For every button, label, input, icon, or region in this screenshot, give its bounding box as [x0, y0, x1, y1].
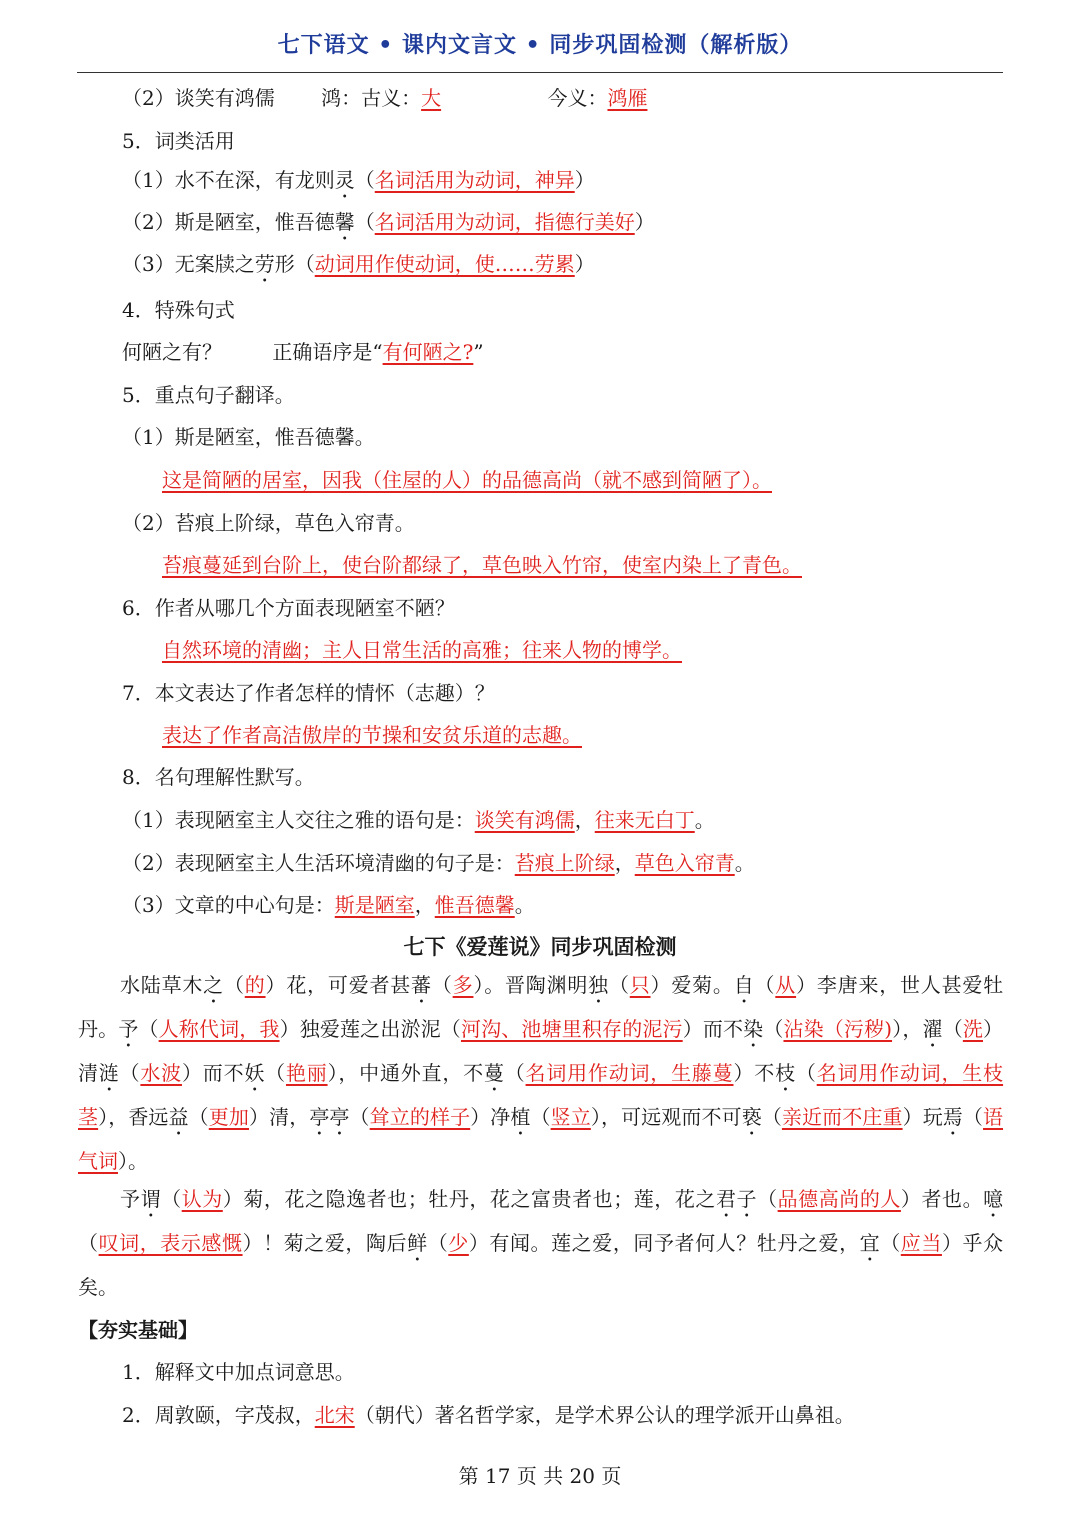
- q4-sentence: 何陋之有？: [122, 340, 222, 364]
- q5a-item-3-post: 形: [274, 252, 295, 276]
- basics-q2-text: 2．周敦颐，字茂叔，: [122, 1403, 315, 1427]
- dotted-word: 独: [588, 973, 609, 997]
- passage-text: ）菊，花之隐逸者也；牡丹，花之富贵者也；莲，花之: [222, 1187, 716, 1211]
- passage-text: （: [161, 1187, 182, 1211]
- q5a-item-2: [122, 207, 655, 245]
- q-hong-prefix: （2）谈笑有鸿儒: [122, 86, 275, 110]
- close-paren: ）: [634, 210, 655, 234]
- q8-item-1: （1）表现陋室主人交往之雅的语句是：谈笑有鸿儒，往来无白丁。: [122, 808, 715, 832]
- open-paren: （: [354, 210, 375, 234]
- passage-text: ）者也。: [900, 1187, 984, 1211]
- q8-item-2-answer-1: 苔痕上阶绿: [514, 851, 615, 875]
- dotted-word: 之: [203, 973, 224, 997]
- passage-annotation: 水波: [140, 1061, 182, 1085]
- q5a-item-3-dotted: 劳: [254, 252, 275, 276]
- passage-annotation: 从: [775, 973, 797, 997]
- q8-item-1-answer-1: 谈笑有鸿儒: [474, 808, 575, 832]
- q-hong-char: 鸿：古义：: [321, 86, 422, 110]
- dotted-word: 予: [118, 1017, 139, 1041]
- passage-text: （: [265, 1061, 286, 1085]
- dotted-word: 宜: [859, 1231, 881, 1255]
- dotted-word: 焉: [942, 1105, 963, 1129]
- passage-text: （: [119, 1061, 141, 1085]
- q5a-item-3-text: （3）无案牍之: [122, 252, 255, 276]
- passage-text: ）不: [733, 1061, 776, 1085]
- passage-text: 水陆草木: [120, 973, 204, 997]
- q-hong-ancient: 大: [421, 86, 442, 110]
- passage-text: ）而不: [181, 1061, 245, 1085]
- passage-text: ）有闻。莲之爱，同予者何人？牡丹之爱，: [468, 1231, 860, 1255]
- q5a-item-2-answer: 名词活用为动词，指德行美好: [374, 210, 635, 234]
- open-paren: （: [294, 252, 315, 276]
- passage-text: （: [942, 1017, 963, 1041]
- q4-answer: 有何陋之?: [382, 340, 474, 364]
- dotted-word: 蕃: [411, 973, 432, 997]
- section-title: 七下《爱莲说》同步巩固检测: [403, 934, 677, 959]
- passage-paragraph-2: [78, 1178, 1003, 1309]
- passage-annotation: 洗: [962, 1017, 983, 1041]
- header-divider: [77, 72, 1003, 73]
- q5a-item-3-answer: 动词用作使动词，使……劳累: [314, 252, 575, 276]
- passage-text: （: [763, 1017, 784, 1041]
- passage-annotation: 人称代词，我: [158, 1017, 280, 1041]
- q4-label: 正确语序是“: [272, 340, 383, 364]
- passage-text: ）清，: [248, 1105, 310, 1129]
- passage-text: （: [188, 1105, 209, 1129]
- passage-annotation: 更加: [208, 1105, 249, 1129]
- passage-text: （: [504, 1061, 526, 1085]
- passage-annotation: 耸立的样子: [369, 1105, 471, 1129]
- q5a-item-2-text: （2）斯是陋室，惟吾德: [122, 210, 335, 234]
- basics-q2: [122, 1400, 855, 1430]
- passage-annotation: 亲近而不庄重: [781, 1105, 903, 1129]
- passage-text: （: [427, 1231, 449, 1255]
- passage-annotation: 语气词: [78, 1105, 1004, 1173]
- passage-text: （: [431, 973, 453, 997]
- passage-annotation: 艳丽: [285, 1061, 328, 1085]
- passage-annotation: 名词用作动词，生枝茎: [78, 1061, 1004, 1129]
- q8-item-3-answer-2: 惟吾德馨: [434, 893, 515, 917]
- passage-text: （: [880, 1231, 901, 1255]
- q6-question: 6．作者从哪几个方面表现陋室不陋？: [122, 596, 455, 620]
- basics-q2-post: （朝代）著名哲学家，是学术界公认的理学派开山鼻祖。: [354, 1403, 855, 1427]
- q8-item-3-answer-1: 斯是陋室: [334, 893, 415, 917]
- q5b-item-1-question: （1）斯是陋室，惟吾德馨。: [122, 425, 375, 449]
- passage-text: ）独爱莲之出淤泥（: [279, 1017, 461, 1041]
- q5a-item-1-text: （1）水不在深，有龙则: [122, 168, 335, 192]
- q4-line: [122, 337, 484, 367]
- passage-text: （: [78, 1231, 99, 1255]
- q5a-title: 5．词类活用: [122, 129, 235, 153]
- q5b-item-2-answer: 苔痕蔓延到台阶上，使台阶都绿了，草色映入竹帘，使室内染上了青色。: [162, 553, 802, 577]
- passage-text: ）花，可爱者甚: [265, 973, 412, 997]
- q6-answer: 自然环境的清幽；主人日常生活的高雅；往来人物的博学。: [162, 638, 682, 662]
- dotted-word: 噫: [983, 1187, 1004, 1211]
- q5b-title: 5．重点句子翻译。: [122, 383, 295, 407]
- passage-text: （: [757, 1187, 778, 1211]
- passage-text: （: [223, 973, 245, 997]
- passage-annotation: 叹词，表示感慨: [98, 1231, 243, 1255]
- q5b-item-2-question: （2）苔痕上阶绿，草色入帘青。: [122, 511, 415, 535]
- passage-annotation: 应当: [900, 1231, 942, 1255]
- passage-text: ）！菊之爱，陶后: [242, 1231, 408, 1255]
- basics-q1: 1．解释文中加点词意思。: [122, 1360, 355, 1384]
- passage-annotation: 只: [629, 973, 651, 997]
- dotted-word: 染: [743, 1017, 764, 1041]
- q5a-item-3: [122, 249, 595, 287]
- passage-annotation: 名词用作动词，生藤蔓: [525, 1061, 734, 1085]
- dotted-word: 亵: [741, 1105, 762, 1129]
- q8-item-3: （3）文章的中心句是：斯是陋室，惟吾德馨。: [122, 893, 535, 917]
- q-hong-modern: 鸿雁: [607, 86, 648, 110]
- passage-text: ）。: [118, 1149, 148, 1173]
- q5a-item-1: [122, 165, 595, 203]
- q7-answer: 表达了作者高洁傲岸的节操和安贫乐道的志趣。: [162, 723, 582, 747]
- q5a-item-1-answer: 名词活用为动词，神异: [374, 168, 575, 192]
- q4-close: ”: [473, 340, 484, 364]
- close-paren: ）: [574, 168, 595, 192]
- passage-text: ）清: [78, 1017, 1003, 1085]
- passage-text: （: [761, 1105, 782, 1129]
- basics-q2-answer: 北宋: [314, 1403, 355, 1427]
- passage-annotation: 沾染（污秽): [783, 1017, 893, 1041]
- passage-text: （: [530, 1105, 551, 1129]
- passage-annotation: 认为: [181, 1187, 223, 1211]
- q5a-item-1-dotted: 灵: [334, 168, 355, 192]
- close-paren: ）: [574, 252, 595, 276]
- passage-text: （: [608, 973, 630, 997]
- dotted-word: 君子: [715, 1187, 758, 1211]
- passage-text: ），香远: [98, 1105, 169, 1129]
- passage-text: ）爱菊。: [650, 973, 734, 997]
- dotted-word: 濯: [922, 1017, 943, 1041]
- dotted-word: 枝: [775, 1061, 796, 1085]
- passage-text: （: [138, 1017, 159, 1041]
- passage-text: ）净: [470, 1105, 511, 1129]
- q8-item-2: （2）表现陋室主人生活环境清幽的句子是：苔痕上阶绿，草色入帘青。: [122, 851, 755, 875]
- q8-item-1-question: （1）表现陋室主人交往之雅的语句是：: [122, 808, 475, 832]
- q8-item-1-answer-2: 往来无白丁: [594, 808, 695, 832]
- q8-item-2-answer-2: 草色入帘青: [634, 851, 735, 875]
- passage-annotation: 品德高尚的人: [777, 1187, 901, 1211]
- passage-paragraph-1: [78, 964, 1003, 1183]
- passage-annotation: 竖立: [550, 1105, 591, 1129]
- passage-text: ）。晋陶渊明: [473, 973, 589, 997]
- dotted-word: 谓: [140, 1187, 162, 1211]
- dotted-word: 涟: [98, 1061, 120, 1085]
- dotted-word: 鲜: [407, 1231, 428, 1255]
- dotted-word: 益: [168, 1105, 189, 1129]
- passage-annotation: 少: [448, 1231, 469, 1255]
- passage-text: （: [754, 973, 776, 997]
- passage-text: ）乎众矣。: [78, 1231, 1004, 1299]
- q-hong-modern-label: 今义：: [547, 86, 608, 110]
- dotted-word: 蔓: [483, 1061, 505, 1085]
- dotted-word: 自: [733, 973, 755, 997]
- passage-text: ）而不: [682, 1017, 744, 1041]
- q4-title: 4．特殊句式: [122, 298, 235, 322]
- passage-annotation: 多: [452, 973, 474, 997]
- passage-text: ）玩: [902, 1105, 943, 1129]
- q5a-item-2-dotted: 馨: [334, 210, 355, 234]
- q8-item-3-question: （3）文章的中心句是：: [122, 893, 335, 917]
- q7-question: 7．本文表达了作者怎样的情怀（志趣）？: [122, 681, 495, 705]
- q8-title: 8．名句理解性默写。: [122, 765, 315, 789]
- passage-text: （: [962, 1105, 984, 1129]
- passage-text: 予: [120, 1187, 141, 1211]
- dotted-word: 植: [510, 1105, 531, 1129]
- passage-annotation: 的: [244, 973, 266, 997]
- q-hong-line: [122, 83, 647, 113]
- dotted-word: 妖: [244, 1061, 266, 1085]
- dotted-word: 亭亭: [309, 1105, 350, 1129]
- open-paren: （: [354, 168, 375, 192]
- passage-text: ），: [892, 1017, 923, 1041]
- q8-item-2-question: （2）表现陋室主人生活环境清幽的句子是：: [122, 851, 515, 875]
- passage-annotation: 河沟、池塘里积存的泥污: [460, 1017, 683, 1041]
- basics-title: 【夯实基础】: [78, 1318, 198, 1342]
- page-header: 七下语文 • 课内文言文 • 同步巩固检测（解析版）: [277, 33, 803, 58]
- passage-text: ）李唐来，世人甚爱牡丹。: [78, 973, 1004, 1041]
- q5b-item-1-answer: 这是简陋的居室，因我（住屋的人）的品德高尚（就不感到简陋了）。: [162, 468, 772, 492]
- page-footer: 第 17 页 共 20 页: [458, 1464, 622, 1488]
- passage-text: （: [349, 1105, 370, 1129]
- passage-text: ），中通外直，不: [327, 1061, 484, 1085]
- passage-text: ），可远观而不可: [590, 1105, 742, 1129]
- passage-text: （: [795, 1061, 817, 1085]
